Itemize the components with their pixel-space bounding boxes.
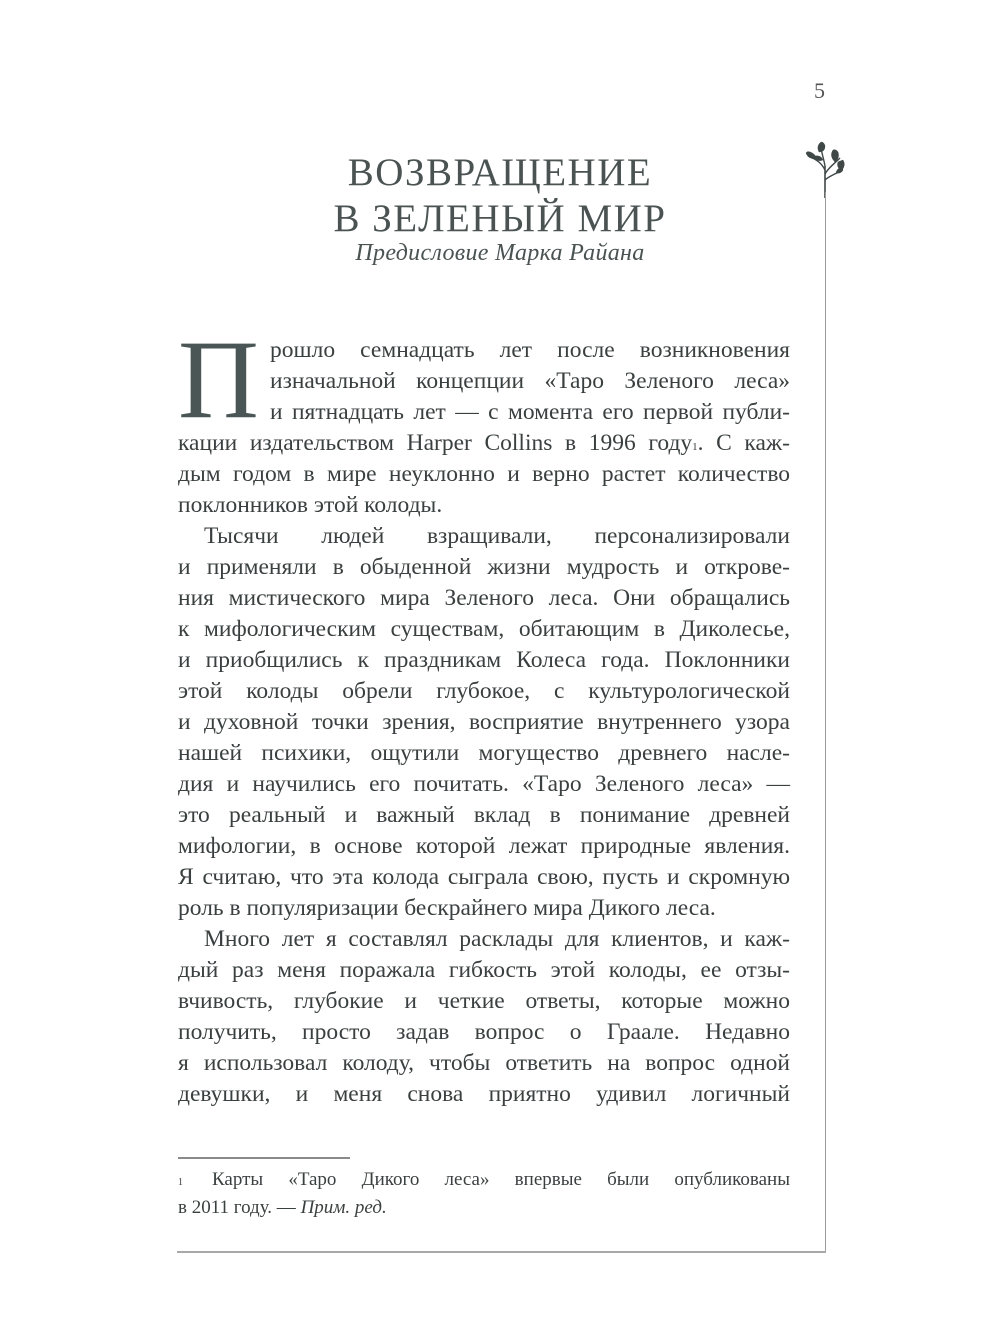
text-line: кации издательством Harper Collins в 1996 году$^1$. С каж- bbox=[178, 430, 790, 456]
footnote-line: в 2011 году. — Прим. ред. bbox=[178, 1197, 387, 1218]
text-line: это реальный и важный вклад в понимание древней bbox=[178, 802, 790, 828]
text-line: этой колоды обрели глубокое, с культурологической bbox=[178, 678, 790, 704]
text-line: роль в популяризации бескрайнего мира Дикого леса. bbox=[178, 895, 716, 921]
text-line: и пятнадцать лет — с момента его первой публи- bbox=[270, 399, 790, 425]
editor-note: Прим. ред. bbox=[300, 1197, 387, 1218]
footnote bbox=[178, 1166, 790, 1222]
text-line: и духовной точки зрения, восприятие внутреннего узора bbox=[178, 709, 790, 735]
chapter-title bbox=[240, 150, 760, 242]
text-line: к мифологическим существам, обитающим в Диколесье, bbox=[178, 616, 790, 642]
text-line: дый раз меня поражала гибкость этой колоды, ее отзы- bbox=[178, 957, 790, 983]
frame-bottom-rule bbox=[177, 1251, 826, 1253]
text-line: изначальной концепции «Таро Зеленого леса» bbox=[270, 368, 790, 394]
text-line: вчивость, глубокие и четкие ответы, которые можно bbox=[178, 988, 790, 1014]
text-line: Я считаю, что эта колода сыграла свою, пусть и скромную bbox=[178, 864, 790, 890]
text-line: ния мистического мира Зеленого леса. Они обращались bbox=[178, 585, 790, 611]
text-line: мифологии, в основе которой лежат природные явления. bbox=[178, 833, 790, 859]
chapter-subtitle: Предисловие Марка Райана bbox=[355, 240, 645, 266]
chapter-title-line1: ВОЗВРАЩЕНИЕ bbox=[347, 151, 653, 194]
frame-vertical-rule bbox=[825, 192, 826, 1253]
paragraph-1 bbox=[178, 335, 790, 521]
paragraph-3 bbox=[178, 924, 790, 1110]
footnote-line: 1 Карты «Таро Дикого леса» впервые были опубликованы bbox=[178, 1166, 790, 1194]
drop-cap: П bbox=[178, 318, 259, 442]
text-line: девушки, и меня снова приятно удивил логичный bbox=[178, 1081, 790, 1107]
text-line: и приобщились к праздникам Колеса года. Поклонники bbox=[178, 647, 790, 673]
text-line: и применяли в обыденной жизни мудрость и открове- bbox=[178, 554, 790, 580]
text-line: нашей психики, ощутили могущество древнего насле- bbox=[178, 740, 790, 766]
text-line: дым годом в мире неуклонно и верно растет количество bbox=[178, 461, 790, 487]
chapter-title-line2: В ЗЕЛЕНЫЙ МИР bbox=[333, 197, 667, 240]
footnote-separator bbox=[178, 1157, 350, 1159]
page-number: 5 bbox=[814, 78, 825, 103]
text-line: дия и научились его почитать. «Таро Зеленого леса» — bbox=[178, 771, 790, 797]
footnote-ref[interactable]: 1 bbox=[692, 441, 698, 453]
paragraph-2 bbox=[178, 521, 790, 924]
body-text bbox=[178, 335, 790, 1110]
text-line: Много лет я составлял расклады для клиентов, и каж- bbox=[204, 926, 790, 952]
plant-sprig-icon bbox=[800, 136, 850, 198]
text-line: Тысячи людей взращивали, персонализировали bbox=[204, 523, 790, 549]
text-line: получить, просто задав вопрос о Граале. Недавно bbox=[178, 1019, 790, 1045]
text-line: поклонников этой колоды. bbox=[178, 492, 443, 518]
text-line: я использовал колоду, чтобы ответить на вопрос одной bbox=[178, 1050, 790, 1076]
footnote-mark: 1 bbox=[178, 1177, 183, 1188]
text-line: рошло семнадцать лет после возникновения bbox=[270, 337, 790, 363]
